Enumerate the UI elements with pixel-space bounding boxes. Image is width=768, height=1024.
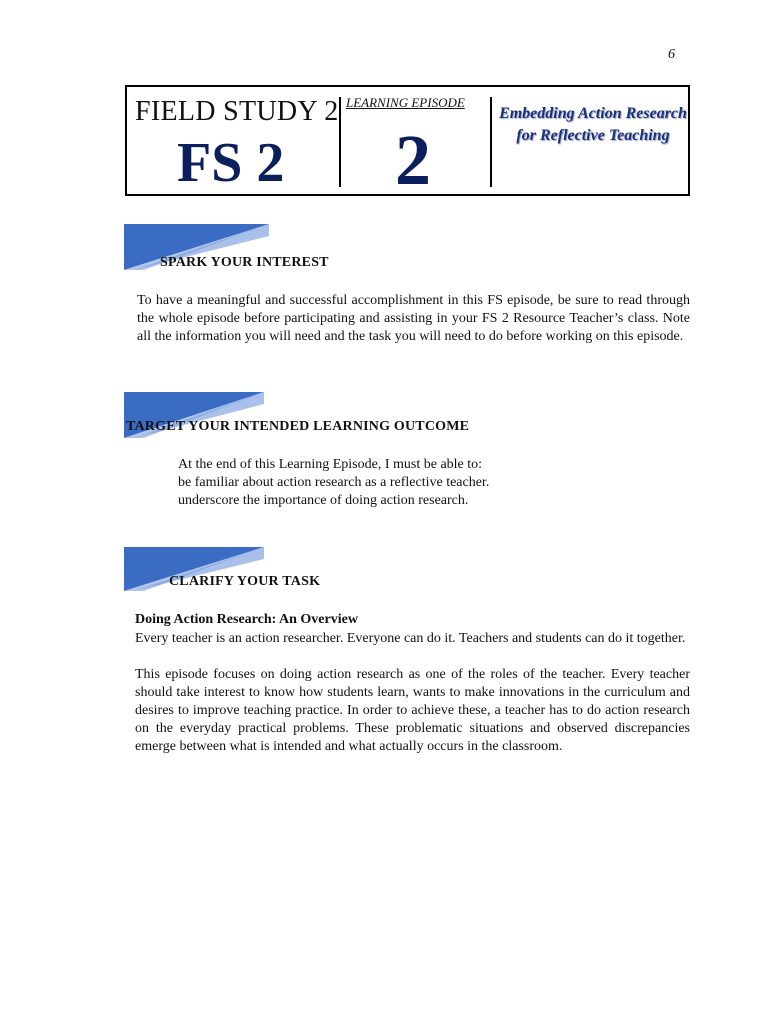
outcome-intro: At the end of this Learning Episode, I must be able to: bbox=[178, 457, 483, 472]
divider-right bbox=[490, 97, 492, 187]
fs-code: FS 2 bbox=[177, 132, 285, 194]
outcome-item-1: be familiar about action research as a reflective teacher. bbox=[178, 475, 490, 490]
clarify-subheading: Doing Action Research: An Overview bbox=[135, 612, 358, 627]
clarify-paragraph-2: This episode focuses on doing action research as one of the roles of the teacher. Every teacher should take interest to know how students learn, wants to make innovations in the curriculum and desires to improve teaching practice. In order to achieve these, a teacher has to do action research on the everyday practical problems. These problematic situations and observed discrepancies emerge between what is intended and what actually occurs in the classroom. bbox=[135, 667, 690, 754]
clarify-heading: CLARIFY YOUR TASK bbox=[169, 574, 321, 589]
spark-heading: SPARK YOUR INTEREST bbox=[160, 255, 329, 270]
target-heading: TARGET YOUR INTENDED LEARNING OUTCOME bbox=[126, 419, 470, 434]
spark-paragraph: To have a meaningful and successful accomplishment in this FS episode, be sure to read through the whole episode before participating and assisting in your FS 2 Resource Teacher’s class. Note all the information you will need and the task you will need to do before working on this episode. bbox=[137, 293, 690, 344]
episode-label: LEARNING EPISODE bbox=[346, 95, 465, 110]
episode-title: Embedding Action Research for Reflective Teaching bbox=[499, 105, 687, 144]
clarify-paragraph-1: Every teacher is an action researcher. Everyone can do it. Teachers and students can do it together. bbox=[135, 631, 686, 646]
outcome-item-2: underscore the importance of doing action research. bbox=[178, 493, 469, 508]
field-study-title: FIELD STUDY 2 bbox=[135, 96, 339, 127]
page-number: 6 bbox=[668, 47, 675, 62]
divider-left bbox=[339, 97, 341, 187]
header-box bbox=[125, 85, 690, 200]
episode-number: 2 bbox=[395, 120, 431, 200]
